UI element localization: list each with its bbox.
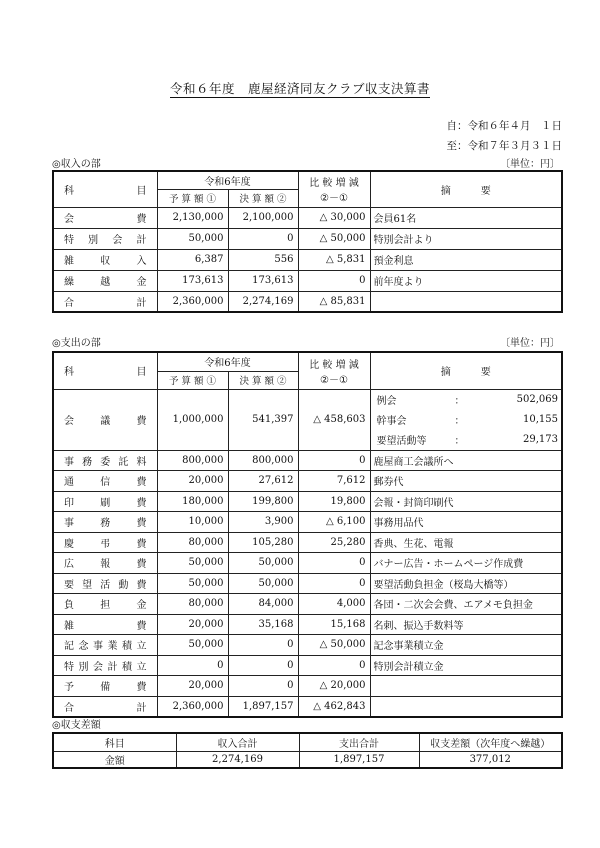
- income-actual: 173,613: [228, 270, 298, 291]
- meeting-note-label: 例会: [376, 396, 397, 407]
- balance-row: [53, 751, 562, 768]
- balance-diff: 377,012: [419, 751, 562, 768]
- expense-header-actual: 決 算 額 ②: [228, 371, 298, 389]
- balance-subject: 金額: [53, 751, 176, 768]
- expense-budget: 50,000: [157, 573, 228, 594]
- balance-expense: 1,897,157: [299, 751, 419, 768]
- income-diff: △ 5,831: [298, 249, 370, 270]
- table-row: [53, 573, 562, 594]
- income-diff: △ 50,000: [298, 228, 370, 249]
- income-total-budget: 2,360,000: [157, 291, 228, 312]
- expense-diff: △ 6,100: [298, 512, 370, 533]
- expense-actual: 0: [228, 635, 298, 656]
- expense-diff: 0: [298, 573, 370, 594]
- expense-total-actual: 1,897,157: [228, 696, 298, 717]
- table-row: [53, 655, 562, 676]
- table-row: [53, 512, 562, 533]
- expense-diff: 7,612: [298, 471, 370, 492]
- expense-subject: 雑費: [53, 614, 157, 635]
- expense-budget: 50,000: [157, 553, 228, 574]
- expense-total-budget: 2,360,000: [157, 696, 228, 717]
- expense-diff: △ 458,603: [298, 389, 370, 450]
- expense-diff: 0: [298, 553, 370, 574]
- expense-total-row: [53, 696, 562, 717]
- income-budget: 50,000: [157, 228, 228, 249]
- expense-diff: △ 50,000: [298, 635, 370, 656]
- income-diff: 0: [298, 270, 370, 291]
- balance-section-label: ◎収支差額: [52, 720, 101, 731]
- expense-subject: 慶弔費: [53, 532, 157, 553]
- table-row: [53, 635, 562, 656]
- income-unit-label: 〔単位：円〕: [500, 159, 560, 170]
- expense-memo: 名刺、振込手数料等: [370, 614, 562, 635]
- expense-memo: 特別会計積立金: [370, 655, 562, 676]
- table-row: [53, 471, 562, 492]
- income-memo: 前年度より: [370, 270, 562, 291]
- expense-budget: 80,000: [157, 594, 228, 615]
- expense-memo: 要望活動負担金（桜島大橋等）: [370, 573, 562, 594]
- balance-header-income: 収入合計: [176, 733, 299, 751]
- expense-actual: 50,000: [228, 553, 298, 574]
- expense-memo: 鹿屋商工会議所へ: [370, 450, 562, 471]
- expense-actual: 541,397: [228, 389, 298, 450]
- income-memo: 預金利息: [370, 249, 562, 270]
- expense-header-subject: 科 目: [53, 352, 157, 389]
- table-row: [53, 207, 562, 228]
- expense-header-diff: 比 較 増 減 ②－①: [298, 352, 370, 389]
- income-subject: 繰越金: [53, 270, 157, 291]
- expense-actual: 199,800: [228, 491, 298, 512]
- expense-meeting-notes: [370, 389, 562, 450]
- expense-memo: 香典、生花、電報: [370, 532, 562, 553]
- expense-diff: 19,800: [298, 491, 370, 512]
- meeting-note-label: 幹事会: [376, 416, 407, 427]
- table-row: [53, 676, 562, 697]
- income-subject: 特別会計: [53, 228, 157, 249]
- table-row: [53, 553, 562, 574]
- income-budget: 173,613: [157, 270, 228, 291]
- income-actual: 0: [228, 228, 298, 249]
- expense-header-year: 令和6年度: [157, 352, 298, 371]
- income-total-actual: 2,274,169: [228, 291, 298, 312]
- expense-memo: 記念事業積立金: [370, 635, 562, 656]
- expense-actual: 3,900: [228, 512, 298, 533]
- expense-budget: 50,000: [157, 635, 228, 656]
- expense-actual: 105,280: [228, 532, 298, 553]
- income-header-diff: 比 較 増 減 ②－①: [298, 171, 370, 207]
- income-section-label: ◎収入の部: [52, 159, 101, 170]
- meeting-note-colon: ：: [454, 396, 465, 407]
- income-subject: 雑収入: [53, 249, 157, 270]
- meeting-note-line: [371, 430, 562, 450]
- table-row: [53, 594, 562, 615]
- expense-budget: 20,000: [157, 614, 228, 635]
- income-actual: 556: [228, 249, 298, 270]
- meeting-note-line: [371, 390, 562, 410]
- meeting-note-line: [371, 410, 562, 430]
- expense-subject: 負担金: [53, 594, 157, 615]
- expense-diff: 4,000: [298, 594, 370, 615]
- expense-actual: 0: [228, 676, 298, 697]
- expense-header-memo: 摘 要: [370, 352, 562, 389]
- meeting-note-value: 502,069: [516, 394, 558, 405]
- expense-budget: 80,000: [157, 532, 228, 553]
- expense-subject: 予備費: [53, 676, 157, 697]
- expense-memo: 郵券代: [370, 471, 562, 492]
- expense-memo: 事務用品代: [370, 512, 562, 533]
- income-memo: 会員61名: [370, 207, 562, 228]
- meeting-note-value: 10,155: [523, 414, 558, 425]
- income-diff: △ 30,000: [298, 207, 370, 228]
- expense-budget: 180,000: [157, 491, 228, 512]
- expense-actual: 27,612: [228, 471, 298, 492]
- income-actual: 2,100,000: [228, 207, 298, 228]
- table-row: [53, 228, 562, 249]
- expense-budget: 1,000,000: [157, 389, 228, 450]
- expense-budget: 0: [157, 655, 228, 676]
- income-total-subject: 合計: [53, 291, 157, 312]
- expense-subject: 会議費: [53, 389, 157, 450]
- expense-actual: 35,168: [228, 614, 298, 635]
- expense-memo: [370, 676, 562, 697]
- expense-actual: 50,000: [228, 573, 298, 594]
- balance-header-expense: 支出合計: [299, 733, 419, 751]
- document-title: 令和６年度 鹿屋経済同友クラブ収支決算書: [169, 81, 430, 96]
- expense-budget: 20,000: [157, 676, 228, 697]
- expense-subject: 通信費: [53, 471, 157, 492]
- expense-memo: 会報・封筒印刷代: [370, 491, 562, 512]
- table-row: [53, 614, 562, 635]
- balance-header-diff: 収支差額（次年度へ繰越）: [419, 733, 562, 751]
- expense-diff: 15,168: [298, 614, 370, 635]
- expense-header-budget: 予 算 額 ①: [157, 371, 228, 389]
- expense-subject: 記念事業積立: [53, 635, 157, 656]
- expense-section-label: ◎支出の部: [52, 338, 101, 349]
- income-header-budget: 予 算 額 ①: [157, 189, 228, 207]
- table-row: [53, 491, 562, 512]
- expense-subject: 事務委託料: [53, 450, 157, 471]
- expense-memo: バナー広告・ホームページ作成費: [370, 553, 562, 574]
- meeting-note-colon: ：: [454, 416, 465, 427]
- expense-subject: 印刷費: [53, 491, 157, 512]
- meeting-note-value: 29,173: [523, 434, 558, 445]
- table-row: [53, 249, 562, 270]
- expense-total-subject: 合計: [53, 696, 157, 717]
- expense-budget: 800,000: [157, 450, 228, 471]
- income-table: [52, 170, 563, 313]
- expense-actual: 0: [228, 655, 298, 676]
- income-budget: 6,387: [157, 249, 228, 270]
- expense-budget: 20,000: [157, 471, 228, 492]
- meeting-note-label: 要望活動等: [376, 436, 427, 447]
- expense-diff: 0: [298, 450, 370, 471]
- expense-actual: 800,000: [228, 450, 298, 471]
- expense-diff: 25,280: [298, 532, 370, 553]
- income-total-diff: △ 85,831: [298, 291, 370, 312]
- income-budget: 2,130,000: [157, 207, 228, 228]
- period-to: 至：令和７年３月３１日: [446, 140, 562, 152]
- balance-table: [52, 732, 563, 769]
- income-header-subject: 科 目: [53, 171, 157, 207]
- period-from: 自：令和６年４月 １日: [446, 120, 562, 132]
- meeting-note-colon: ：: [454, 436, 465, 447]
- income-memo: 特別会計より: [370, 228, 562, 249]
- expense-subject: 特別会計積立: [53, 655, 157, 676]
- income-total-row: [53, 291, 562, 312]
- balance-income: 2,274,169: [176, 751, 299, 768]
- expense-subject: 事務費: [53, 512, 157, 533]
- table-row: [53, 270, 562, 291]
- expense-total-diff: △ 462,843: [298, 696, 370, 717]
- expense-total-memo: [370, 696, 562, 717]
- expense-subject: 広報費: [53, 553, 157, 574]
- expense-budget: 10,000: [157, 512, 228, 533]
- income-total-memo: [370, 291, 562, 312]
- expense-actual: 84,000: [228, 594, 298, 615]
- income-header-year: 令和6年度: [157, 171, 298, 189]
- expense-memo: 各団・二次会会費、エアメモ負担金: [370, 594, 562, 615]
- table-row: [53, 450, 562, 471]
- expense-unit-label: 〔単位：円〕: [500, 338, 560, 349]
- expense-diff: △ 20,000: [298, 676, 370, 697]
- expense-subject: 要望活動費: [53, 573, 157, 594]
- income-subject: 会費: [53, 207, 157, 228]
- expense-table: [52, 351, 563, 718]
- income-header-memo: 摘 要: [370, 171, 562, 207]
- balance-header-subject: 科目: [53, 733, 176, 751]
- expense-diff: 0: [298, 655, 370, 676]
- table-row: [53, 532, 562, 553]
- income-header-actual: 決 算 額 ②: [228, 189, 298, 207]
- table-row-meeting: [53, 389, 562, 450]
